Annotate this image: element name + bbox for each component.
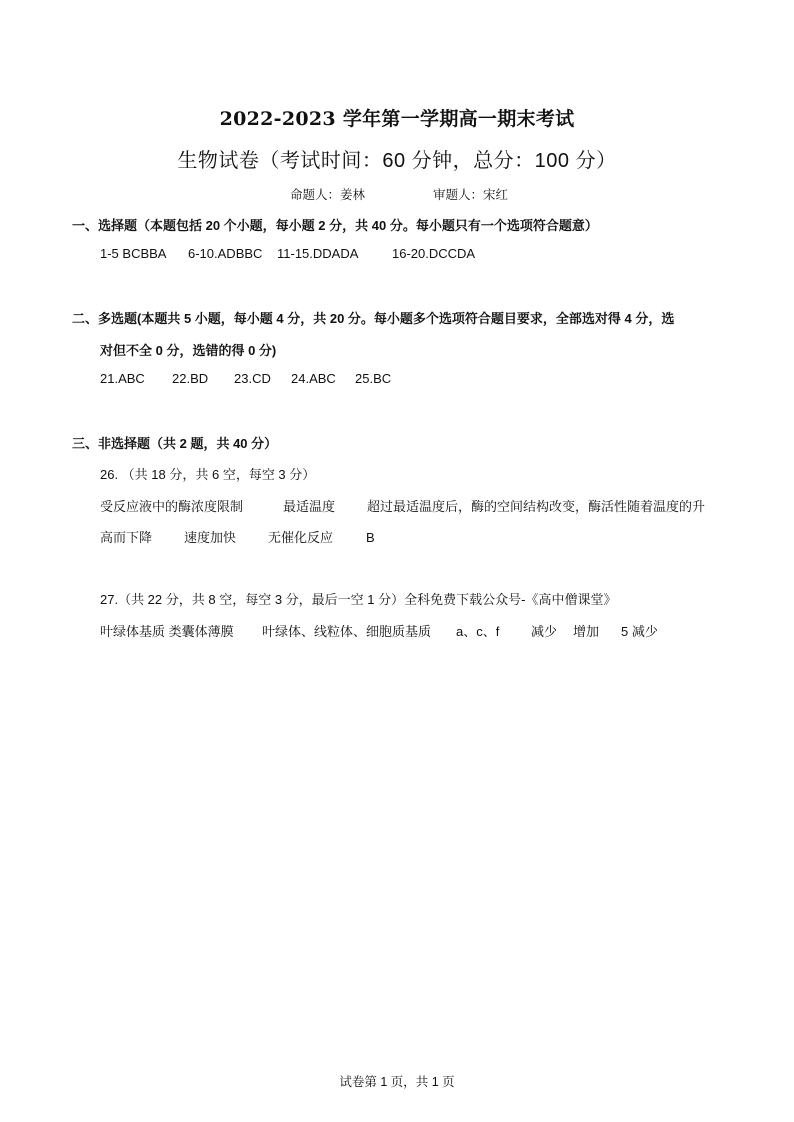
q27-answer-1: 叶绿体基质 类囊体薄膜 — [100, 624, 234, 639]
answer-6-10: 6-10.ADBBC — [188, 246, 263, 261]
answer-21: 21.ABC — [100, 371, 145, 386]
section1-heading: 一、选择题（本题包括 20 个小题，每小题 2 分，共 40 分。每小题只有一个选项符合题意） — [72, 218, 598, 233]
q26-answer-7: B — [366, 530, 375, 545]
q26-label: 26. （共 18 分，共 6 空，每空 3 分） — [100, 467, 316, 482]
exam-subtitle: 生物试卷（考试时间：60 分钟，总分：100 分） — [177, 150, 617, 172]
q27-answer-2: 叶绿体、线粒体、细胞质基质 — [262, 624, 432, 639]
q26-answer-3: 超过最适温度后，酶的空间结构改变，酶活性随着温度的升 — [367, 499, 706, 514]
q26-answer-6: 无催化反应 — [268, 530, 334, 545]
q26-answer-5: 速度加快 — [184, 530, 237, 545]
section1-answers — [100, 246, 475, 261]
section3-heading: 三、非选择题（共 2 题，共 40 分） — [72, 436, 278, 451]
answer-16-20: 16-20.DCCDA — [392, 246, 476, 261]
q26-answer-4: 高而下降 — [100, 530, 153, 545]
answer-22: 22.BD — [172, 371, 209, 386]
q26-answer-2: 最适温度 — [283, 499, 336, 514]
answer-24: 24.ABC — [291, 371, 336, 386]
author-label: 命题人：姜林 — [290, 188, 366, 202]
authors-line — [290, 185, 508, 203]
section2-heading-line2: 对但不全 0 分，选错的得 0 分) — [100, 343, 277, 358]
answer-23: 23.CD — [234, 371, 271, 386]
q26-answers-line1 — [100, 496, 705, 515]
section2-answers — [100, 371, 391, 386]
answer-11-15: 11-15.DDADA — [277, 246, 359, 261]
answer-25: 25.BC — [355, 371, 392, 386]
q27-answer-6: 5 减少 — [621, 624, 658, 639]
q27-answer-3: a、c、f — [456, 624, 500, 639]
answer-1-5: 1-5 BCBBA — [100, 246, 167, 261]
exam-title: 2022-2023 学年第一学期高一期末考试 — [219, 108, 575, 130]
reviewer-label: 审题人：宋红 — [433, 188, 509, 202]
section2-heading-line1: 二、多选题(本题共 5 小题，每小题 4 分，共 20 分。每小题多个选项符合题目要求，全部选对得 4 分，选 — [72, 311, 675, 326]
q26-answers-line2 — [100, 527, 375, 546]
q27-answer-5: 增加 — [573, 624, 600, 639]
q27-answer-4: 减少 — [531, 624, 558, 639]
q27-answers — [100, 621, 658, 640]
q26-answer-1: 受反应液中的酶浓度限制 — [100, 499, 244, 514]
q27-label: 27.（共 22 分，共 8 空，每空 3 分，最后一空 1 分）全科免费下载公众号-《高中僧课堂》 — [100, 592, 617, 607]
page-footer: 试卷第 1 页，共 1 页 — [339, 1075, 455, 1089]
